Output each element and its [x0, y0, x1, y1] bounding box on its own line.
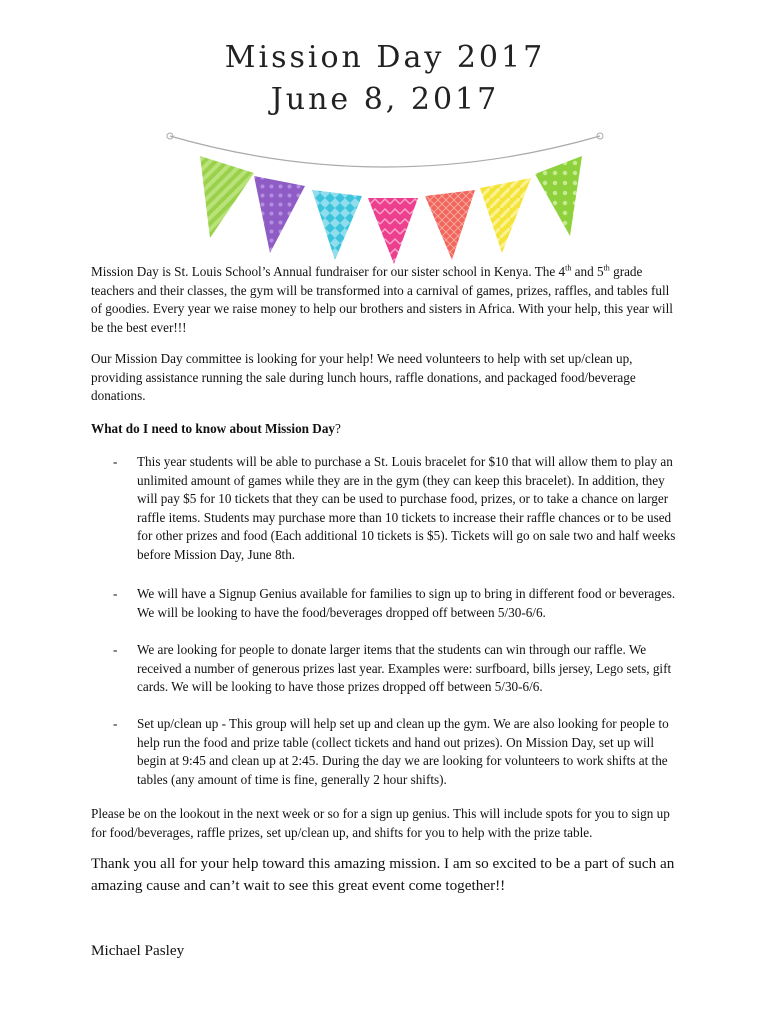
bullet-item: - Set up/clean up - This group will help set up and clean up the gym. We are also looking for people to help run the food and prize table (collect tickets and hand out prizes). On Mission Day, set up will begin at 9:45 and clean up at 2:45. During the day we are looking for volunteers to work shifts at the tables (any amount of time is fine, generally 2 hour shifts).	[113, 716, 669, 787]
thanks-paragraph: Thank you all for your help toward this amazing mission. I am so excited to be a part of such an amazing cause and can’t wait to see this great event come together!!	[91, 855, 675, 894]
title-line-2: June 8, 2017	[270, 82, 500, 117]
committee-paragraph: Our Mission Day committee is looking for your help! We need volunteers to help with set up/clean up, providing assistance running the sale during lunch hours, raffle donations, and packaged food/beverage donations.	[91, 351, 636, 404]
signature: Michael Pasley	[91, 942, 185, 959]
bullet-item: - This year students will be able to purchase a St. Louis bracelet for $10 that will allow them to play an unlimited amount of games while they are in the gym (they can keep this bracelet). In addition, they will pay $5 for 10 tickets that they can be used to purchase food, prizes, or to take a chance on larger raffle items. Students may purchase more than 10 tickets to increase their raffle chances or to be used for other prizes and food (Each additional 10 tickets is $5). Tickets will go on sale two and half weeks before Mission Day, June 8th.	[113, 454, 676, 562]
lookout-paragraph: Please be on the lookout in the next week or so for a sign up genius. This will include spots for you to sign up for food/beverages, raffle prizes, set up/clean up, and shifts for you to help with the prize table.	[91, 806, 670, 840]
bunting-banner-icon	[150, 128, 620, 268]
bullet-item: - We are looking for people to donate larger items that the students can win through our raffle. We received a number of generous prizes last year. Examples were: surfboard, bills jersey, Lego sets, gift cards. We will be looking to have those prizes dropped off between 5/30-6/6.	[113, 642, 672, 695]
faq-heading: What do I need to know about Mission Day?	[91, 421, 341, 436]
intro-paragraph: Mission Day is St. Louis School’s Annual fundraiser for our sister school in Kenya. The 4th and 5th grade teachers and their classes, the gym will be transformed into a carnival of games, prizes, raffles, and tables full of goodies. Every year we raise money to help our brothers and sisters in Africa. With your help, this year will be the best ever!!!	[91, 263, 673, 335]
title-line-1: Mission Day 2017	[224, 40, 546, 75]
bullet-item: - We will have a Signup Genius available for families to sign up to bring in different food or beverages. We will be looking to have the food/beverages dropped off between 5/30-6/6.	[113, 586, 676, 620]
